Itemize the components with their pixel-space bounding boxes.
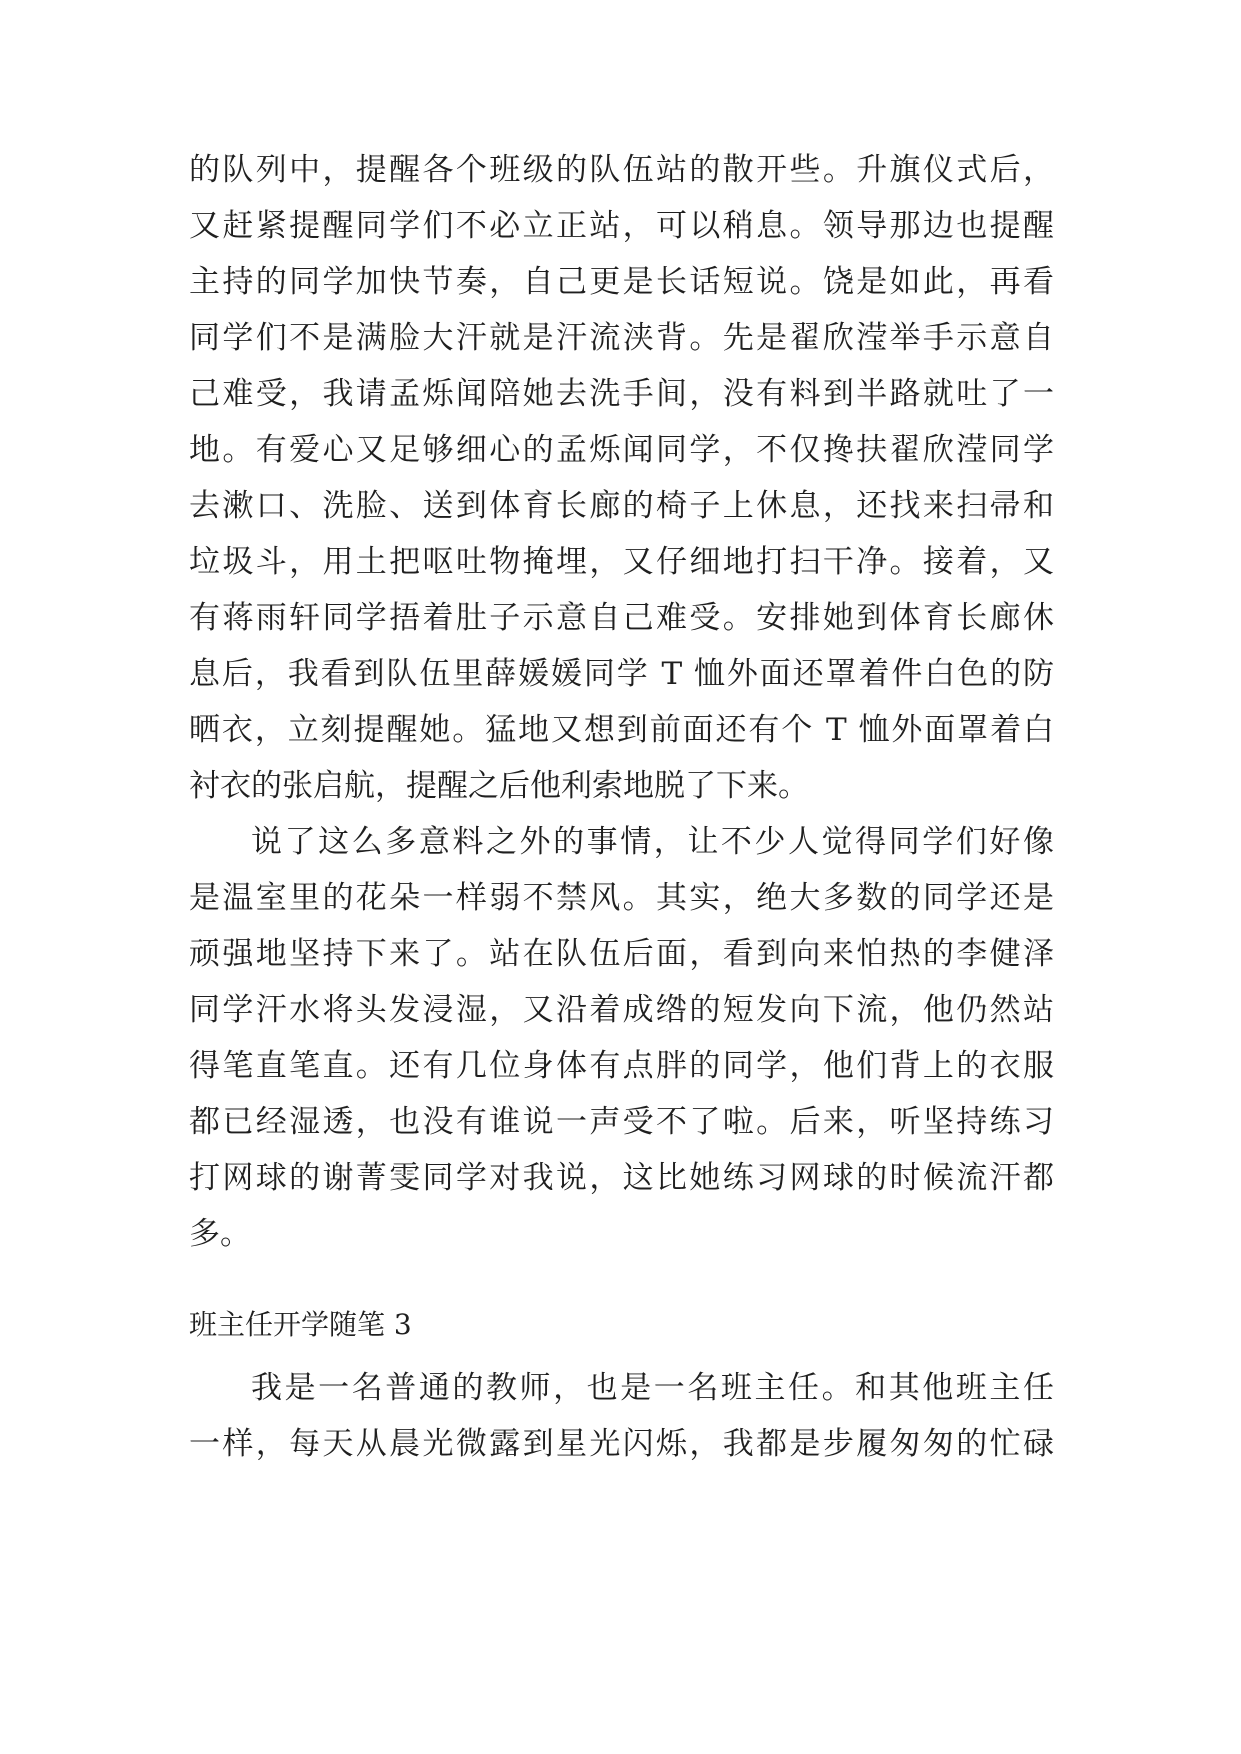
paragraph-line: 去漱口、洗脸、送到体育长廊的椅子上休息，还找来扫帚和 — [189, 488, 1054, 524]
paragraph-line: 多。 — [189, 1216, 251, 1252]
paragraph-line: 同学们不是满脸大汗就是汗流浃背。先是翟欣滢举手示意自 — [189, 320, 1054, 356]
paragraph-line: 我是一名普通的教师，也是一名班主任。和其他班主任 — [251, 1370, 1054, 1406]
paragraph-line: 的队列中，提醒各个班级的队伍站的散开些。升旗仪式后， — [189, 152, 1054, 188]
paragraph-line: 是温室里的花朵一样弱不禁风。其实，绝大多数的同学还是 — [189, 880, 1054, 916]
paragraph-line: 都已经湿透，也没有谁说一声受不了啦。后来，听坚持练习 — [189, 1104, 1054, 1140]
paragraph-line: 息后，我看到队伍里薛媛媛同学 T 恤外面还罩着件白色的防 — [189, 656, 1054, 692]
paragraph-line: 地。有爱心又足够细心的孟烁闻同学，不仅搀扶翟欣滢同学 — [189, 432, 1054, 468]
paragraph-line: 说了这么多意料之外的事情，让不少人觉得同学们好像 — [251, 824, 1054, 860]
paragraph-line: 同学汗水将头发浸湿，又沿着成绺的短发向下流，他仍然站 — [189, 992, 1054, 1028]
section-heading: 班主任开学随笔 3 — [189, 1308, 412, 1341]
paragraph-line: 得笔直笔直。还有几位身体有点胖的同学，他们背上的衣服 — [189, 1048, 1054, 1084]
paragraph-line: 己难受，我请孟烁闻陪她去洗手间，没有料到半路就吐了一 — [189, 376, 1054, 412]
paragraph-line: 有蒋雨轩同学捂着肚子示意自己难受。安排她到体育长廊休 — [189, 600, 1054, 636]
paragraph-line: 顽强地坚持下来了。站在队伍后面，看到向来怕热的李健泽 — [189, 936, 1054, 972]
paragraph-line: 一样，每天从晨光微露到星光闪烁，我都是步履匆匆的忙碌 — [189, 1426, 1054, 1462]
paragraph-line: 又赶紧提醒同学们不必立正站，可以稍息。领导那边也提醒 — [189, 208, 1054, 244]
paragraph-line: 垃圾斗，用土把呕吐物掩埋，又仔细地打扫干净。接着，又 — [189, 544, 1054, 580]
paragraph-line: 打网球的谢菁雯同学对我说，这比她练习网球的时候流汗都 — [189, 1160, 1054, 1196]
paragraph-line: 衬衣的张启航，提醒之后他利索地脱了下来。 — [189, 768, 809, 804]
paragraph-line: 晒衣，立刻提醒她。猛地又想到前面还有个 T 恤外面罩着白 — [189, 712, 1054, 748]
paragraph-line: 主持的同学加快节奏，自己更是长话短说。饶是如此，再看 — [189, 264, 1054, 300]
